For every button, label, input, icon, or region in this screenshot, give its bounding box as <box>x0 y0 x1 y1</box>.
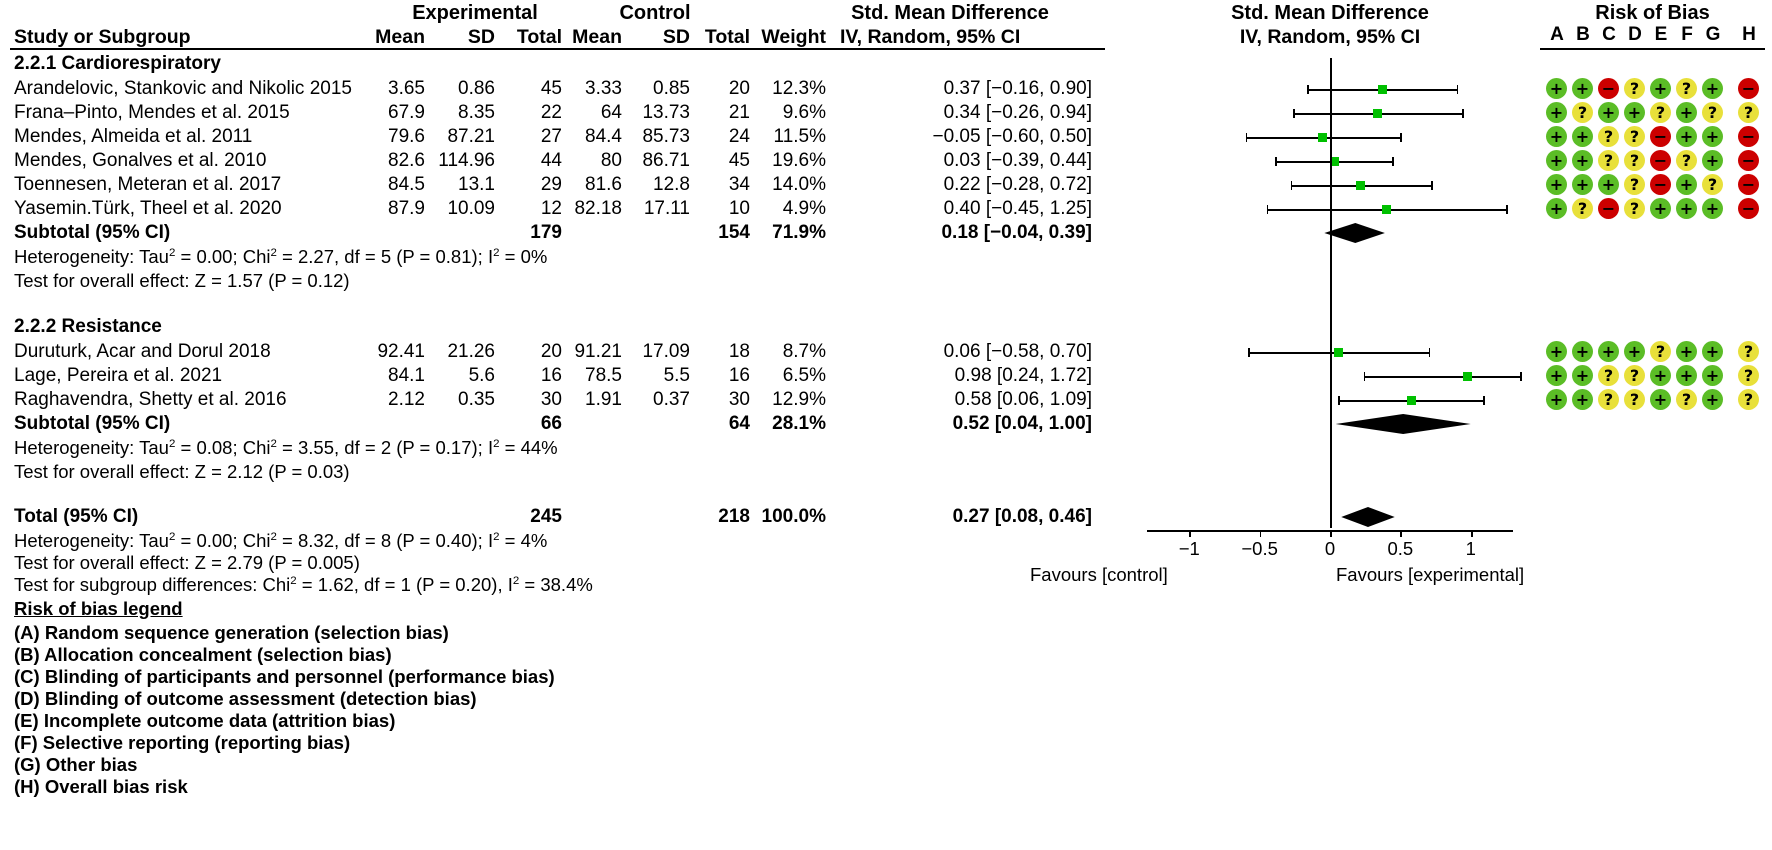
study-ctl-mean: 91.21 <box>574 341 622 362</box>
legend-text: Allocation concealment (selection bias) <box>44 644 392 665</box>
study-name: Frana–Pinto, Mendes et al. 2015 <box>14 102 290 123</box>
study-ctl-mean: 80 <box>600 150 622 171</box>
rob-dot-e-unclear[interactable]: ? <box>1650 102 1671 123</box>
header-group-smd-table: Std. Mean Difference <box>851 2 1049 24</box>
study-exp-total: 29 <box>540 174 562 195</box>
rob-dot-d-unclear[interactable]: ? <box>1624 150 1645 171</box>
study-name: Arandelovic, Stankovic and Nikolic 2015 <box>14 78 352 99</box>
col-header-weight: Weight <box>761 26 826 48</box>
total-exp-total: 245 <box>530 506 562 527</box>
study-ctl-total: 34 <box>728 174 750 195</box>
confidence-interval-cap <box>1267 205 1269 214</box>
header-group-control: Control <box>619 2 691 24</box>
subtotal-label: Subtotal (95% CI) <box>14 413 171 434</box>
x-axis-tick-label: 0.5 <box>1387 538 1414 559</box>
rob-dot-f-unclear[interactable]: ? <box>1676 389 1697 410</box>
rob-col-header-E: E <box>1654 24 1668 45</box>
study-ctl-sd: 0.85 <box>653 78 690 99</box>
rob-dot-d-unclear[interactable]: ? <box>1624 78 1645 99</box>
study-ctl-total: 10 <box>728 198 750 219</box>
confidence-interval-line <box>1364 376 1520 378</box>
rob-dot-h-unclear[interactable]: ? <box>1738 389 1759 410</box>
study-exp-sd: 8.35 <box>458 102 495 123</box>
rob-dot-c-high[interactable]: − <box>1598 198 1619 219</box>
sgd-p: 0.20 <box>455 574 492 595</box>
subgroup-heading-cardiorespiratory: 2.2.1 Cardiorespiratory <box>14 53 221 74</box>
study-exp-mean: 84.5 <box>388 174 425 195</box>
het-df: 5 <box>380 246 392 267</box>
confidence-interval-cap <box>1431 181 1433 190</box>
het-df: 2 <box>380 437 392 458</box>
study-weight: 8.7% <box>782 341 826 362</box>
x-axis-tick <box>1260 530 1262 537</box>
legend-item-G <box>14 754 137 776</box>
rob-dot-h-high[interactable]: − <box>1738 150 1759 171</box>
rob-dot-e-high[interactable]: − <box>1650 174 1671 195</box>
subgroup-heading-resistance: 2.2.2 Resistance <box>14 316 162 337</box>
study-effect-ci: 0.40 [−0.45, 1.25] <box>943 198 1092 219</box>
het-p: 0.17 <box>435 437 472 458</box>
rob-dot-d-low[interactable]: + <box>1624 341 1645 362</box>
study-weight: 12.9% <box>772 389 826 410</box>
study-exp-sd: 21.26 <box>447 341 495 362</box>
study-ctl-total: 30 <box>728 389 750 410</box>
confidence-interval-cap <box>1293 109 1295 118</box>
col-header-effect-plot: IV, Random, 95% CI <box>1239 26 1421 48</box>
het-p: 0.81 <box>435 246 472 267</box>
rob-dot-c-unclear[interactable]: ? <box>1598 126 1619 147</box>
het-i2: 0% <box>520 246 548 267</box>
rob-dot-f-low[interactable]: + <box>1676 126 1697 147</box>
study-weight: 12.3% <box>772 78 826 99</box>
study-ctl-sd: 5.5 <box>663 365 690 386</box>
study-ctl-mean: 64 <box>600 102 622 123</box>
legend-item-B <box>14 644 392 666</box>
rob-dot-b-unclear[interactable]: ? <box>1572 102 1593 123</box>
het-i2: 4% <box>520 530 548 551</box>
rob-dot-a-low[interactable]: + <box>1546 198 1567 219</box>
sgd-chi2: 1.62 <box>317 574 354 595</box>
het-chi2: 3.55 <box>298 437 335 458</box>
study-weight: 9.6% <box>782 102 826 123</box>
sgd-df: 1 <box>400 574 411 595</box>
favours-control-label: Favours [control] <box>1030 564 1168 585</box>
study-exp-total: 22 <box>540 102 562 123</box>
total-heterogeneity-line: Heterogeneity: Tau$^2$ = 0.00; Chi$^2$ = 8.32, df = 8 (P = 0.40); $I^2 = 4\%$ <box>14 530 548 551</box>
rob-dot-g-low[interactable]: + <box>1702 126 1723 147</box>
risk-of-bias-grid <box>1540 0 1772 560</box>
study-ctl-total: 21 <box>728 102 750 123</box>
rob-dot-e-high[interactable]: − <box>1650 126 1671 147</box>
legend-key: (F) <box>14 732 38 753</box>
study-exp-mean: 3.65 <box>388 78 425 99</box>
rob-dot-d-low[interactable]: + <box>1624 102 1645 123</box>
het-tau2: 0.08 <box>196 437 233 458</box>
study-ctl-total: 24 <box>728 126 750 147</box>
legend-key: (E) <box>14 710 39 731</box>
confidence-interval-cap <box>1338 396 1340 405</box>
study-exp-mean: 79.6 <box>388 126 425 147</box>
rob-dot-e-low[interactable]: + <box>1650 389 1671 410</box>
study-exp-sd: 114.96 <box>438 150 495 171</box>
rob-dot-e-high[interactable]: − <box>1650 150 1671 171</box>
legend-item-E <box>14 710 395 732</box>
point-estimate-marker <box>1378 85 1387 94</box>
rob-col-header-B: B <box>1576 24 1590 45</box>
study-effect-ci: 0.22 [−0.28, 0.72] <box>943 174 1092 195</box>
confidence-interval-cap <box>1520 372 1522 381</box>
rob-dot-a-low[interactable]: + <box>1546 78 1567 99</box>
subtotal-weight: 28.1% <box>772 413 826 434</box>
study-ctl-total: 16 <box>728 365 750 386</box>
rob-dot-d-unclear[interactable]: ? <box>1624 365 1645 386</box>
rob-col-header-F: F <box>1681 24 1693 45</box>
study-effect-ci: 0.58 [0.06, 1.09] <box>954 389 1092 410</box>
col-header-effect-ci: IV, Random, 95% CI <box>840 26 1021 48</box>
study-ctl-mean: 82.18 <box>574 198 622 219</box>
confidence-interval-cap <box>1364 372 1366 381</box>
total-label: Total (95% CI) <box>14 506 139 527</box>
study-name: Yasemin.Türk, Theel et al. 2020 <box>14 198 282 219</box>
rob-dot-b-low[interactable]: + <box>1572 389 1593 410</box>
study-ctl-total: 18 <box>728 341 750 362</box>
point-estimate-marker <box>1318 133 1327 142</box>
rob-dot-a-low[interactable]: + <box>1546 389 1567 410</box>
heterogeneity-line: Heterogeneity: Tau$^2$ = 0.00; Chi$^2$ = 2.27, df = 5 (P = 0.81); $I^2 = 0\%$ <box>14 246 548 267</box>
rob-dot-e-low[interactable]: + <box>1650 198 1671 219</box>
legend-key: (B) <box>14 644 40 665</box>
rob-dot-c-unclear[interactable]: ? <box>1598 365 1619 386</box>
col-header-ctl-mean: Mean <box>572 26 622 48</box>
study-exp-sd: 0.86 <box>458 78 495 99</box>
subtotal-effect-ci: 0.18 [−0.04, 0.39] <box>941 222 1092 243</box>
study-exp-total: 12 <box>540 198 562 219</box>
study-ctl-mean: 84.4 <box>585 126 622 147</box>
study-exp-sd: 0.35 <box>458 389 495 410</box>
rob-dot-e-low[interactable]: + <box>1650 78 1671 99</box>
rob-dot-d-unclear[interactable]: ? <box>1624 198 1645 219</box>
x-axis-tick-label: −1 <box>1178 538 1200 559</box>
study-exp-total: 45 <box>540 78 562 99</box>
heterogeneity-line: Heterogeneity: Tau$^2$ = 0.08; Chi$^2$ = 3.55, df = 2 (P = 0.17); $I^2 = 44\%$ <box>14 437 558 458</box>
rob-dot-b-low[interactable]: + <box>1572 174 1593 195</box>
study-ctl-sd: 13.73 <box>642 102 690 123</box>
study-name: Duruturk, Acar and Dorul 2018 <box>14 341 271 362</box>
het-tau2: 0.00 <box>196 246 233 267</box>
favours-experimental-label: Favours [experimental] <box>1336 564 1525 585</box>
rob-dot-c-low[interactable]: + <box>1598 341 1619 362</box>
rob-dot-g-unclear[interactable]: ? <box>1702 174 1723 195</box>
point-estimate-marker <box>1373 109 1382 118</box>
study-weight: 11.5% <box>773 126 826 147</box>
study-exp-sd: 13.1 <box>458 174 495 195</box>
col-header-exp-sd: SD <box>467 26 495 48</box>
point-estimate-marker <box>1334 348 1343 357</box>
rob-dot-d-unclear[interactable]: ? <box>1624 389 1645 410</box>
study-exp-sd: 5.6 <box>468 365 495 386</box>
legend-item-C <box>14 666 555 688</box>
rob-col-header-H: H <box>1742 24 1756 45</box>
col-header-study: Study or Subgroup <box>14 26 191 48</box>
col-header-exp-total: Total <box>516 26 562 48</box>
confidence-interval-cap <box>1392 157 1394 166</box>
legend-key: (C) <box>14 666 40 687</box>
study-effect-ci: 0.37 [−0.16, 0.90] <box>943 78 1092 99</box>
subtotal-effect-ci: 0.52 [0.04, 1.00] <box>952 413 1092 434</box>
rob-dot-g-low[interactable]: + <box>1702 150 1723 171</box>
header-rule-table <box>10 48 1105 50</box>
study-effect-ci: 0.34 [−0.26, 0.94] <box>943 102 1092 123</box>
legend-item-A <box>14 622 449 644</box>
rob-dot-a-low[interactable]: + <box>1546 174 1567 195</box>
rob-dot-h-unclear[interactable]: ? <box>1738 102 1759 123</box>
study-name: Raghavendra, Shetty et al. 2016 <box>14 389 287 410</box>
rob-dot-h-high[interactable]: − <box>1738 198 1759 219</box>
rob-dot-h-high[interactable]: − <box>1738 174 1759 195</box>
study-ctl-sd: 17.11 <box>643 198 690 219</box>
header-group-smd-plot: Std. Mean Difference <box>1231 2 1429 24</box>
point-estimate-marker <box>1382 205 1391 214</box>
study-exp-total: 44 <box>540 150 562 171</box>
study-exp-mean: 84.1 <box>388 365 425 386</box>
rob-dot-h-unclear[interactable]: ? <box>1738 365 1759 386</box>
study-exp-total: 16 <box>540 365 562 386</box>
legend-key: (D) <box>14 688 40 709</box>
study-ctl-sd: 0.37 <box>653 389 690 410</box>
het-chi2: 8.32 <box>298 530 335 551</box>
rob-dot-c-high[interactable]: − <box>1598 78 1619 99</box>
rob-dot-d-unclear[interactable]: ? <box>1624 126 1645 147</box>
rob-dot-b-low[interactable]: + <box>1572 341 1593 362</box>
risk-of-bias-legend-title: Risk of bias legend <box>14 598 183 619</box>
study-name: Mendes, Gonalves et al. 2010 <box>14 150 267 171</box>
study-exp-sd: 87.21 <box>447 126 495 147</box>
rob-dot-b-low[interactable]: + <box>1572 150 1593 171</box>
point-estimate-marker <box>1407 396 1416 405</box>
subtotal-ctl-total: 64 <box>728 413 750 434</box>
subtotal-exp-total: 179 <box>530 222 562 243</box>
rob-dot-g-unclear[interactable]: ? <box>1702 102 1723 123</box>
total-ctl-total: 218 <box>718 506 750 527</box>
legend-item-D <box>14 688 477 710</box>
sgd-i2: 38.4% <box>540 574 593 595</box>
point-estimate-marker <box>1463 372 1472 381</box>
rob-dot-f-unclear[interactable]: ? <box>1676 78 1697 99</box>
study-ctl-sd: 85.73 <box>642 126 690 147</box>
header-group-risk-of-bias: Risk of Bias <box>1595 2 1710 24</box>
study-exp-mean: 87.9 <box>388 198 425 219</box>
rob-dot-h-unclear[interactable]: ? <box>1738 341 1759 362</box>
confidence-interval-cap <box>1483 396 1485 405</box>
x-axis-tick <box>1471 530 1473 537</box>
study-ctl-mean: 3.33 <box>585 78 622 99</box>
summary-diamond <box>1336 414 1471 434</box>
confidence-interval-cap <box>1307 85 1309 94</box>
confidence-interval-cap <box>1291 181 1293 190</box>
rob-dot-a-low[interactable]: + <box>1546 150 1567 171</box>
legend-item-H <box>14 776 188 798</box>
rob-col-header-C: C <box>1602 24 1616 45</box>
rob-dot-f-low[interactable]: + <box>1676 365 1697 386</box>
rob-dot-f-low[interactable]: + <box>1676 341 1697 362</box>
forest-plot-canvas <box>1030 20 1525 585</box>
total-overall-effect-line: Test for overall effect: Z = 2.79 (P = 0.005) <box>14 552 360 573</box>
study-ctl-total: 20 <box>728 78 750 99</box>
overall-effect-line: Test for overall effect: Z = 1.57 (P = 0.12) <box>14 270 350 291</box>
null-effect-line <box>1330 58 1332 528</box>
study-ctl-total: 45 <box>728 150 750 171</box>
study-ctl-sd: 12.8 <box>653 174 690 195</box>
het-tau2: 0.00 <box>196 530 233 551</box>
study-ctl-mean: 1.91 <box>585 389 622 410</box>
subtotal-exp-total: 66 <box>540 413 562 434</box>
rob-dot-g-low[interactable]: + <box>1702 389 1723 410</box>
legend-key: (A) <box>14 622 40 643</box>
subtotal-label: Subtotal (95% CI) <box>14 222 171 243</box>
rob-dot-a-low[interactable]: + <box>1546 341 1567 362</box>
rob-dot-f-low[interactable]: + <box>1676 198 1697 219</box>
legend-key: (G) <box>14 754 41 775</box>
legend-text: Blinding of outcome assessment (detection bias) <box>44 688 477 709</box>
het-p: 0.40 <box>435 530 472 551</box>
study-effect-ci: 0.06 [−0.58, 0.70] <box>943 341 1092 362</box>
rob-dot-a-low[interactable]: + <box>1546 102 1567 123</box>
study-effect-ci: 0.03 [−0.39, 0.44] <box>943 150 1092 171</box>
study-effect-ci: 0.98 [0.24, 1.72] <box>954 365 1092 386</box>
rob-dot-f-low[interactable]: + <box>1676 102 1697 123</box>
col-header-ctl-sd: SD <box>662 26 690 48</box>
x-axis-tick-label: −0.5 <box>1241 538 1278 559</box>
study-exp-sd: 10.09 <box>447 198 495 219</box>
rob-dot-g-low[interactable]: + <box>1702 341 1723 362</box>
study-name: Mendes, Almeida et al. 2011 <box>14 126 253 147</box>
confidence-interval-cap <box>1429 348 1431 357</box>
header-group-experimental: Experimental <box>412 2 538 24</box>
rob-col-header-D: D <box>1628 24 1642 45</box>
rob-dot-g-low[interactable]: + <box>1702 78 1723 99</box>
rob-dot-h-high[interactable]: − <box>1738 126 1759 147</box>
x-axis-tick <box>1330 530 1332 537</box>
summary-diamond <box>1324 223 1385 243</box>
subtotal-ctl-total: 154 <box>718 222 750 243</box>
summary-diamond <box>1341 507 1394 527</box>
total-weight: 100.0% <box>761 506 826 527</box>
legend-text: Selective reporting (reporting bias) <box>42 732 351 753</box>
study-exp-mean: 92.41 <box>377 341 425 362</box>
legend-item-F <box>14 732 350 754</box>
rob-dot-b-unclear[interactable]: ? <box>1572 198 1593 219</box>
legend-text: Random sequence generation (selection bias) <box>44 622 449 643</box>
confidence-interval-cap <box>1457 85 1459 94</box>
legend-text: Other bias <box>45 754 138 775</box>
subtotal-weight: 71.9% <box>772 222 826 243</box>
subgroup-differences-line: Test for subgroup differences: Chi$^2$ = 1.62, df = 1 (P = 0.20), $I^2 = 38.4\%$ <box>14 574 593 595</box>
rob-dot-f-unclear[interactable]: ? <box>1676 150 1697 171</box>
col-header-ctl-total: Total <box>704 26 750 48</box>
study-weight: 4.9% <box>782 198 826 219</box>
het-chi2: 2.27 <box>298 246 335 267</box>
point-estimate-marker <box>1356 181 1365 190</box>
rob-dot-f-low[interactable]: + <box>1676 174 1697 195</box>
col-header-exp-mean: Mean <box>375 26 425 48</box>
x-axis-tick <box>1189 530 1191 537</box>
rob-dot-c-low[interactable]: + <box>1598 174 1619 195</box>
study-name: Toennesen, Meteran et al. 2017 <box>14 174 282 195</box>
rob-dot-e-unclear[interactable]: ? <box>1650 341 1671 362</box>
study-ctl-mean: 78.5 <box>585 365 622 386</box>
overall-effect-line: Test for overall effect: Z = 2.12 (P = 0.03) <box>14 461 350 482</box>
study-exp-mean: 2.12 <box>388 389 425 410</box>
study-exp-mean: 67.9 <box>388 102 425 123</box>
legend-text: Incomplete outcome data (attrition bias) <box>43 710 396 731</box>
confidence-interval-cap <box>1506 205 1508 214</box>
study-exp-total: 20 <box>540 341 562 362</box>
study-effect-ci: −0.05 [−0.60, 0.50] <box>932 126 1092 147</box>
confidence-interval-cap <box>1248 348 1250 357</box>
rob-col-header-G: G <box>1705 24 1721 45</box>
rob-dot-c-unclear[interactable]: ? <box>1598 150 1619 171</box>
study-exp-total: 27 <box>540 126 562 147</box>
study-ctl-sd: 86.71 <box>642 150 690 171</box>
legend-text: Blinding of participants and personnel (performance bias) <box>44 666 555 687</box>
rob-col-header-A: A <box>1550 24 1564 45</box>
study-weight: 6.5% <box>782 365 826 386</box>
rob-dot-a-low[interactable]: + <box>1546 365 1567 386</box>
rob-dot-g-low[interactable]: + <box>1702 198 1723 219</box>
study-ctl-mean: 81.6 <box>585 174 622 195</box>
x-axis-tick-label: 1 <box>1465 538 1476 559</box>
x-axis-tick <box>1400 530 1402 537</box>
confidence-interval-cap <box>1246 133 1248 142</box>
rob-dot-h-high[interactable]: − <box>1738 78 1759 99</box>
confidence-interval-cap <box>1462 109 1464 118</box>
x-axis-tick-label: 0 <box>1324 538 1336 559</box>
het-df: 8 <box>380 530 392 551</box>
study-weight: 19.6% <box>772 150 826 171</box>
rob-dot-c-unclear[interactable]: ? <box>1598 389 1619 410</box>
rob-dot-d-unclear[interactable]: ? <box>1624 174 1645 195</box>
rob-dot-g-low[interactable]: + <box>1702 365 1723 386</box>
rob-dot-b-low[interactable]: + <box>1572 365 1593 386</box>
rob-dot-a-low[interactable]: + <box>1546 126 1567 147</box>
study-name: Lage, Pereira et al. 2021 <box>14 365 223 386</box>
rob-dot-c-low[interactable]: + <box>1598 102 1619 123</box>
legend-text: Overall bias risk <box>44 776 188 797</box>
total-effect-ci: 0.27 [0.08, 0.46] <box>952 506 1092 527</box>
study-exp-total: 30 <box>540 389 562 410</box>
confidence-interval-cap <box>1400 133 1402 142</box>
study-ctl-sd: 17.09 <box>642 341 690 362</box>
study-weight: 14.0% <box>772 174 826 195</box>
legend-key: (H) <box>14 776 40 797</box>
het-i2: 44% <box>520 437 558 458</box>
confidence-interval-cap <box>1275 157 1277 166</box>
rob-dot-b-low[interactable]: + <box>1572 78 1593 99</box>
study-exp-mean: 82.6 <box>388 150 425 171</box>
rob-dot-e-low[interactable]: + <box>1650 365 1671 386</box>
rob-dot-b-low[interactable]: + <box>1572 126 1593 147</box>
